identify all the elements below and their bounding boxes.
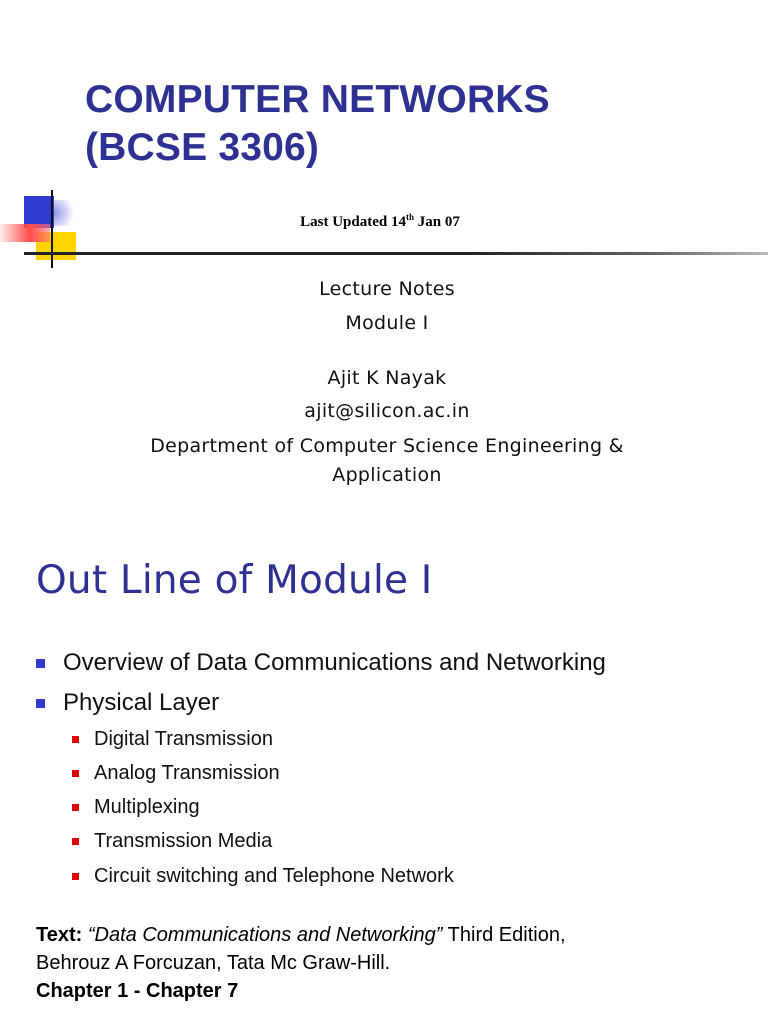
list-item	[36, 689, 219, 717]
text-reference-line-1	[36, 921, 736, 949]
sub-list-item-label: Transmission Media	[94, 830, 273, 852]
title-line-1: COMPUTER NETWORKS	[85, 78, 550, 121]
square-bullet-icon	[72, 838, 79, 845]
square-bullet-icon	[36, 699, 45, 708]
list-item-label: Physical Layer	[63, 689, 220, 716]
book-authors: Behrouz A Forcuzan, Tata Mc Graw-Hill.	[36, 952, 391, 974]
last-updated-prefix: Last Updated 14	[300, 214, 406, 230]
text-reference	[36, 921, 736, 1005]
sub-list-item	[72, 762, 280, 785]
book-edition: Third Edition,	[442, 924, 566, 946]
square-bullet-icon	[72, 873, 79, 880]
book-chapters	[36, 977, 736, 1005]
author-name: Ajit K Nayak	[327, 367, 447, 389]
square-bullet-icon	[36, 659, 45, 668]
sub-list-item	[72, 796, 200, 819]
text-label: Text:	[36, 924, 83, 946]
sub-list-item-label: Multiplexing	[94, 796, 200, 818]
sub-list-item	[72, 865, 454, 888]
title-line-2: (BCSE 3306)	[85, 126, 320, 169]
list-item	[36, 649, 606, 677]
sub-list-item-label: Analog Transmission	[94, 762, 280, 784]
square-bullet-icon	[72, 770, 79, 777]
title-divider-line	[24, 252, 768, 255]
sub-list-item	[72, 830, 272, 853]
last-updated-suffix: Jan 07	[414, 214, 460, 230]
sub-list-item-label: Digital Transmission	[94, 728, 273, 750]
list-item-label: Overview of Data Communications and Networking	[63, 649, 606, 676]
slide-title	[85, 76, 550, 172]
sub-list-item-label: Circuit switching and Telephone Network	[94, 865, 454, 887]
sub-list-item	[72, 728, 273, 751]
author-email: ajit@silicon.ac.in	[304, 400, 470, 422]
square-bullet-icon	[72, 804, 79, 811]
outline-heading: Out Line of Module I	[36, 558, 433, 603]
chapters-label: Chapter 1 - Chapter 7	[36, 980, 239, 1002]
lecture-notes-label: Lecture Notes	[319, 278, 455, 300]
department-line-1: Department of Computer Science Engineering &	[150, 435, 624, 457]
last-updated	[0, 212, 760, 231]
book-title: “Data Communications and Networking”	[87, 924, 443, 946]
department-line-2: Application	[332, 464, 442, 486]
last-updated-sup: th	[406, 212, 415, 222]
square-bullet-icon	[72, 736, 79, 743]
module-label: Module I	[345, 312, 429, 334]
